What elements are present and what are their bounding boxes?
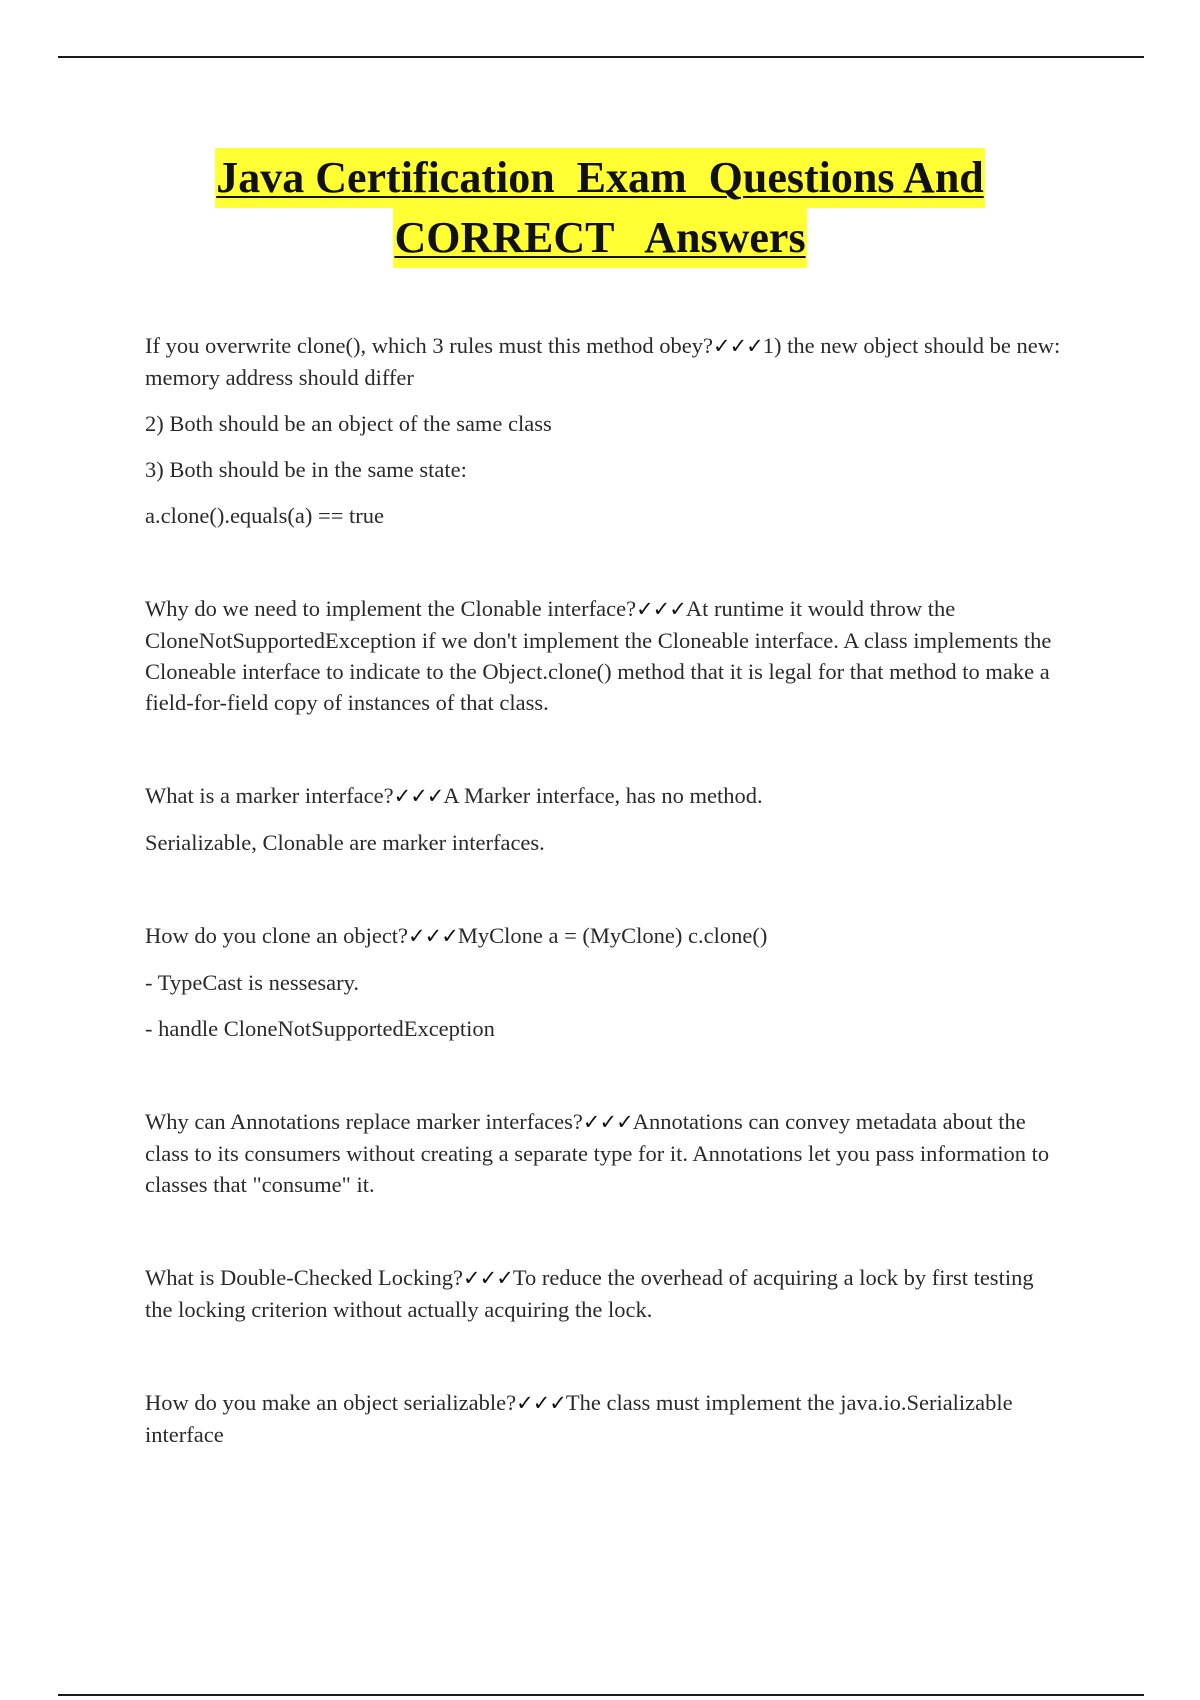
answer-text: 1) the new object should be new: memory address should differ <box>145 333 1061 390</box>
qa-question-paragraph <box>145 330 1065 393</box>
title-line-1: Java Certification Exam Questions And <box>215 148 985 208</box>
answer-text: To reduce the overhead of acquiring a lock by first testing the locking criterion without actually acquiring the lock. <box>145 1265 1034 1322</box>
qa-item-marker-interface <box>145 780 1065 858</box>
answer-line: 3) Both should be in the same state: <box>145 457 467 482</box>
check-mark-icon: ✓✓✓ <box>408 924 458 948</box>
qa-question-paragraph <box>145 920 1065 952</box>
answer-text: At runtime it would throw the CloneNotSupportedException if we don't implement the Cloneable interface. A class implements the Cloneable interface to indicate to the Object.clone() method that it is legal for that method to make a field-for-field copy of instances of that class. <box>145 596 1052 715</box>
question-text: How do you clone an object? <box>145 923 409 948</box>
qa-question-paragraph <box>145 1387 1065 1450</box>
qa-item-double-checked-locking <box>145 1262 1065 1325</box>
answer-text: The class must implement the java.io.Serializable interface <box>145 1390 1013 1447</box>
question-text: What is Double-Checked Locking? <box>145 1265 464 1290</box>
qa-item-serializable <box>145 1387 1065 1450</box>
check-mark-icon: ✓✓✓ <box>582 1110 633 1134</box>
qa-question-paragraph <box>145 593 1065 718</box>
check-mark-icon: ✓✓✓ <box>393 784 444 808</box>
qa-item-annotations <box>145 1106 1065 1200</box>
answer-text: MyClone a = (MyClone) c.clone() <box>457 923 768 948</box>
document-title <box>0 148 1200 268</box>
answer-text: A Marker interface, has no method. <box>443 783 763 808</box>
question-text: If you overwrite clone(), which 3 rules must this method obey? <box>145 333 713 358</box>
answer-line: Serializable, Clonable are marker interfaces. <box>145 830 545 855</box>
answer-line: - handle CloneNotSupportedException <box>145 1016 495 1041</box>
check-mark-icon: ✓✓✓ <box>712 334 763 358</box>
qa-item-clone-object <box>145 920 1065 1044</box>
check-mark-icon: ✓✓✓ <box>463 1266 513 1290</box>
answer-text: Annotations can convey metadata about the class to its consumers without creating a separate type for it. Annotations let you pass information to classes that "consume" it. <box>145 1109 1050 1197</box>
question-text: What is a marker interface? <box>145 783 394 808</box>
qa-item-clone-rules <box>145 330 1065 531</box>
question-text: Why do we need to implement the Clonable interface? <box>145 596 637 621</box>
answer-line: - TypeCast is nessesary. <box>145 970 360 995</box>
top-rule <box>58 56 1144 58</box>
check-mark-icon: ✓✓✓ <box>636 597 686 621</box>
qa-question-paragraph <box>145 1106 1065 1200</box>
title-line-2: CORRECT Answers <box>393 208 806 268</box>
question-text: How do you make an object serializable? <box>145 1390 517 1415</box>
answer-line: a.clone().equals(a) == true <box>145 503 385 528</box>
check-mark-icon: ✓✓✓ <box>516 1391 566 1415</box>
bottom-rule <box>58 1694 1144 1696</box>
qa-item-clonable-interface <box>145 593 1065 718</box>
qa-content <box>145 330 1065 1450</box>
answer-line: 2) Both should be an object of the same class <box>145 411 552 436</box>
question-text: Why can Annotations replace marker interfaces? <box>145 1109 583 1134</box>
qa-question-paragraph <box>145 780 1065 812</box>
qa-question-paragraph <box>145 1262 1065 1325</box>
